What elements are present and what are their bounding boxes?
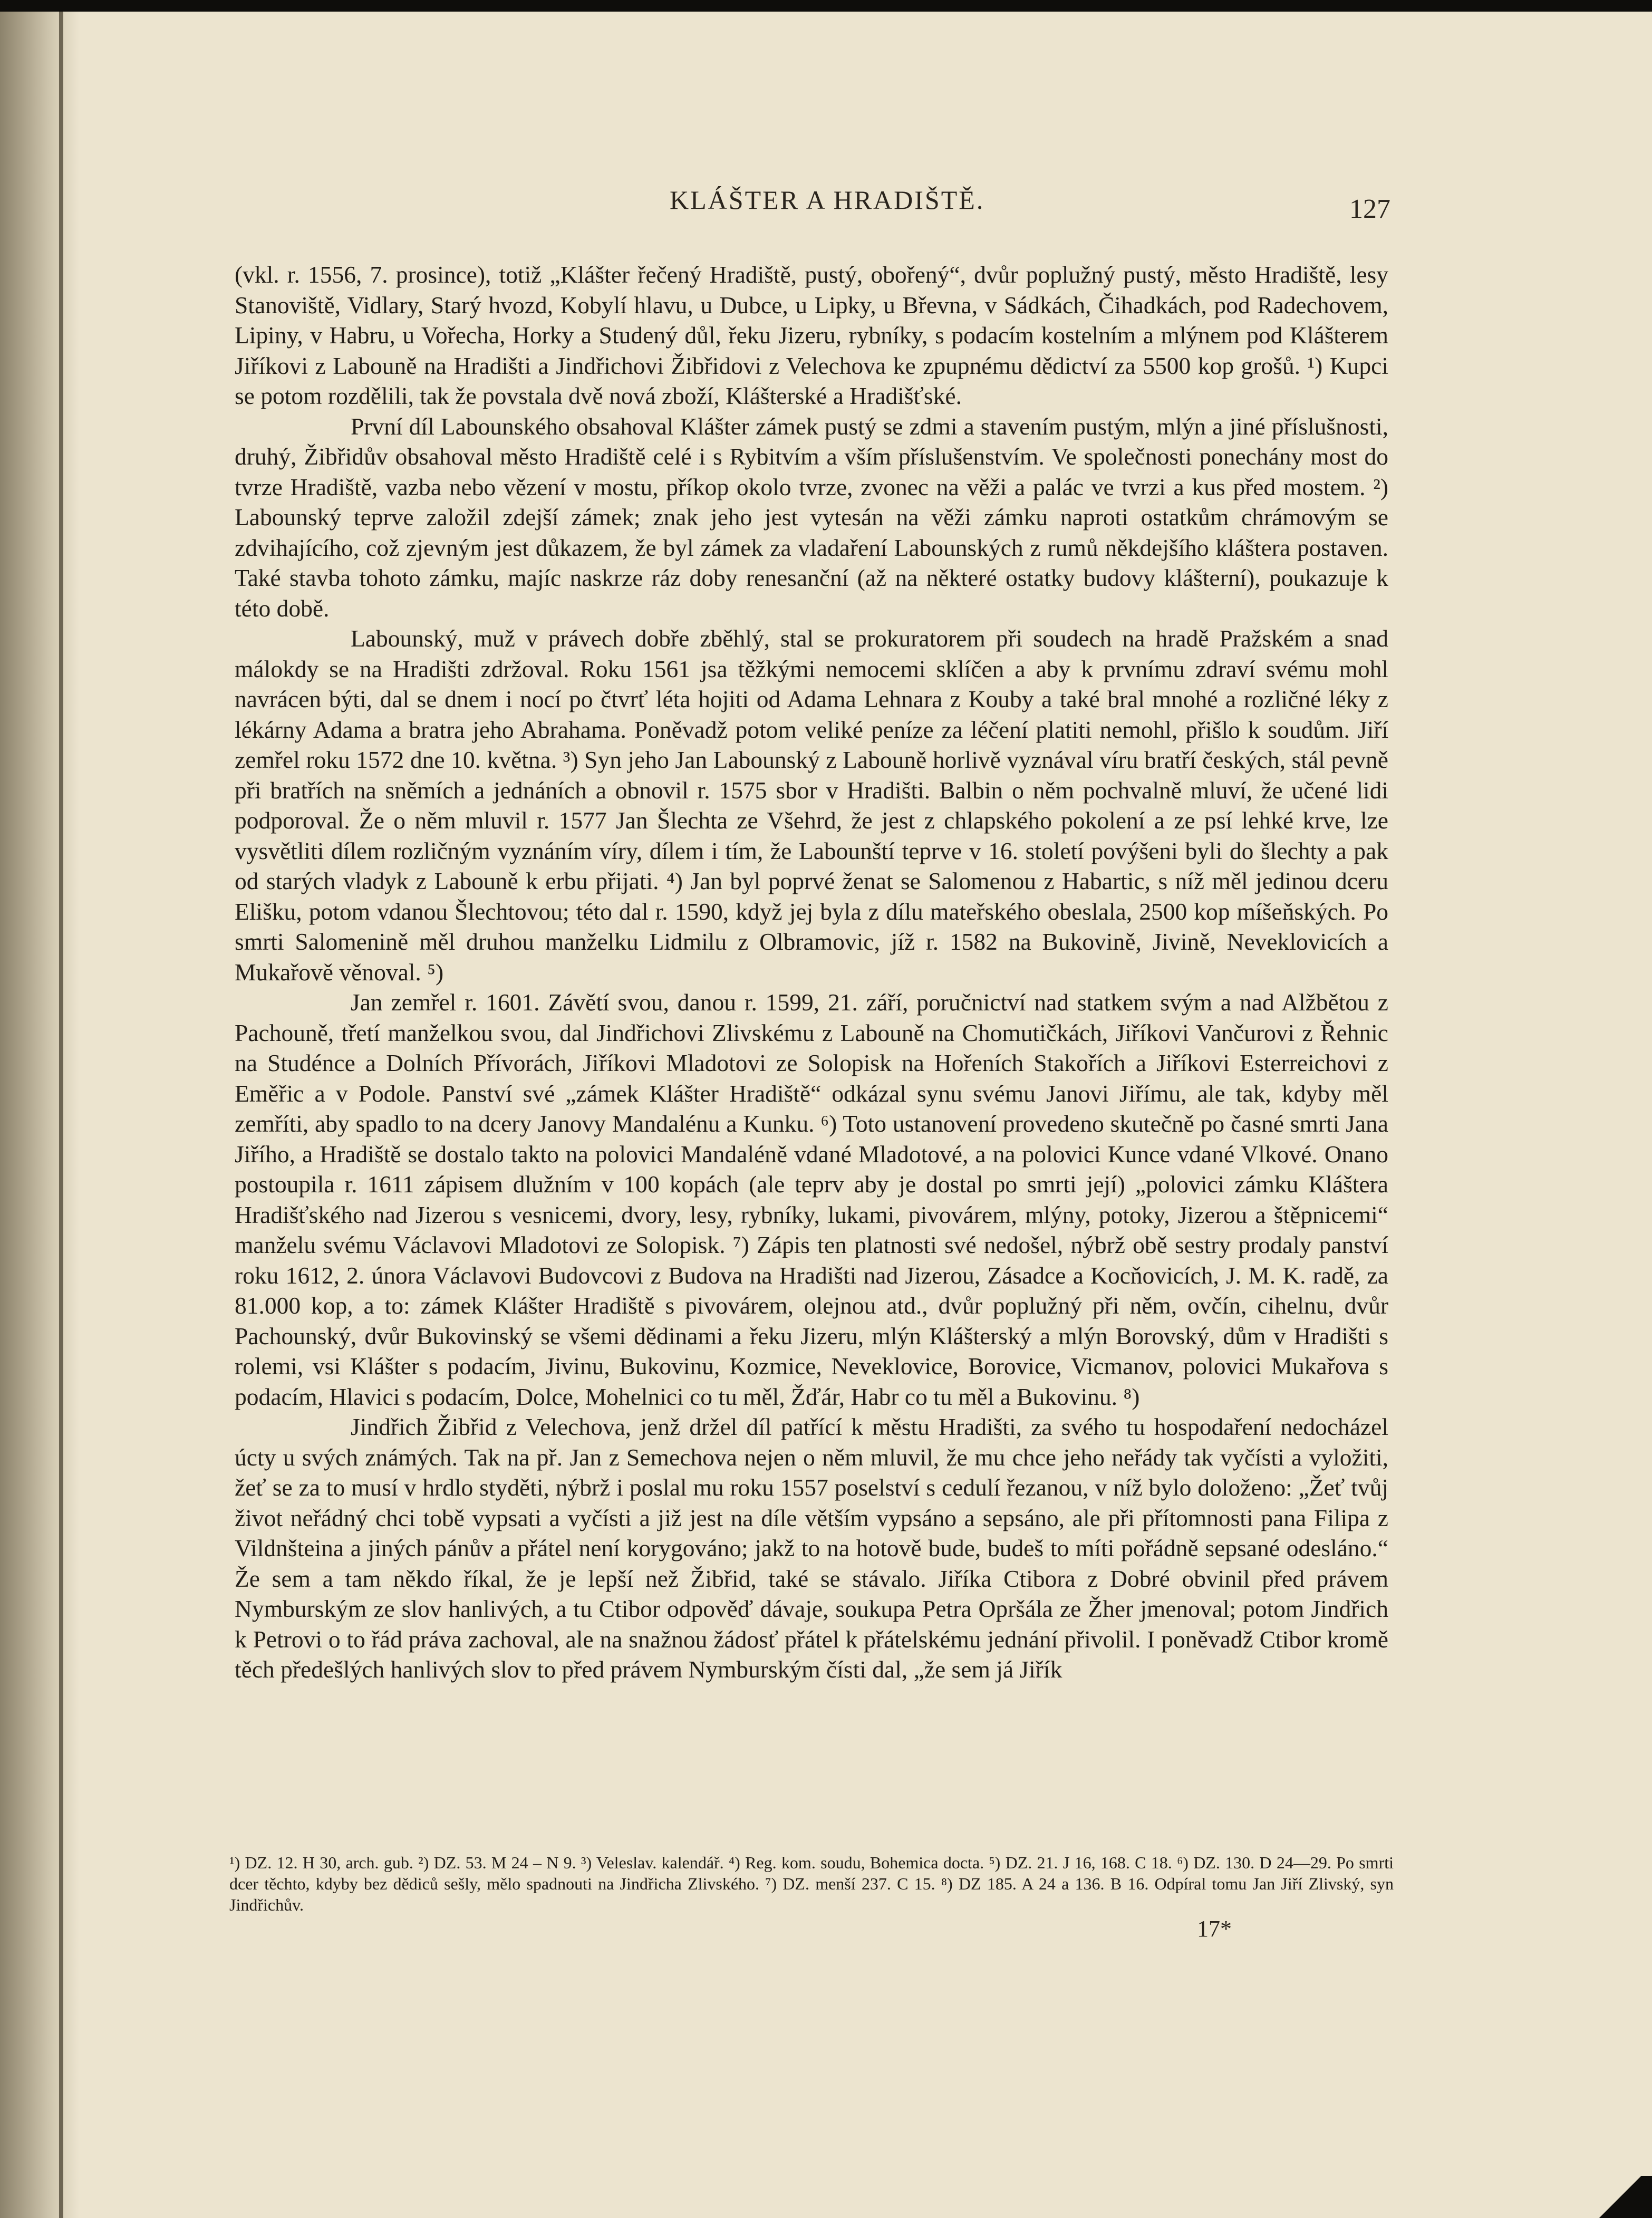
spine-shadow [0, 12, 79, 2218]
footnote-text: ¹) DZ. 12. H 30, arch. gub. ²) DZ. 53. M 24 – N 9. ³) Veleslav. kalendář. ⁴) Reg. kom. soudu, Bohemica docta. ⁵) DZ. 21. J 16, 168. C 18. ⁶) DZ. 130. D 24—29. Po smrti dcer těchto, kdyby bez dědiců sešly, mělo spadnouti na Jindřicha Zlivského. ⁷) DZ. menší 237. C 15. ⁸) DZ 185. A 24 a 136. B 16. Odpíral tomu Jan Jiří Zlivský, syn Jindřichův. [229, 1853, 1394, 1914]
signature-mark: 17* [1197, 1916, 1232, 1942]
paragraph-4: Jan zemřel r. 1601. Závětí svou, danou r. 1599, 21. září, poručnictví nad statkem svým a nad Alžbětou z Pachouně, třetí manželkou svou, dal Jindřichovi Zlivskému z Labouně na Chomutičkách, Jiříkovi Vančurovi z Řehnic na Studénce a Dolních Přívorách, Jiříkovi Mladotovi ze Solopisk na Hořeních Stakořích a Jiříkovi Esterreichovi z Eměřic a v Podole. Panství své „zámek Klášter Hradiště“ odkázal synu svému Janovi Jiřímu, ale tak, kdyby měl zemříti, aby spadlo to na dcery Janovy Mandalénu a Kunku. ⁶) Toto ustanovení provedeno skutečně po časné smrti Jana Jiřího, a Hradiště se dostalo takto na polovici Mandaléně vdané Mladotové, a na polovici Kunce vdané Vlkové. Onano postoupila r. 1611 zápisem dlužním v 100 kopách (ale teprv aby je dostal po smrti její) „polovici zámku Kláštera Hradišťského nad Jizerou s vesnicemi, dvory, lesy, rybníky, lukami, pivovárem, mlýny, potoky, Jizerou a štěpnicemi“ manželu svému Václavovi Mladotovi ze Solopisk. ⁷) Zápis ten platnosti své nedošel, nýbrž obě sestry prodaly panství roku 1612, 2. února Václavovi Budovcovi z Budova na Hradišti nad Jizerou, Zásadce a Kocňovicích, J. M. K. radě, za 81.000 kop, a to: zámek Klášter Hradiště s pivovárem, olejnou atd., dvůr poplužný při něm, ovčín, cihelnu, dvůr Pachounský, dvůr Bukovinský se všemi dědinami a řeku Jizeru, mlýn Klášterský a mlýn Borovský, dům v Hradišti s rolemi, vsi Klášter s podacím, Jivinu, Bukovinu, Kozmice, Neveklovice, Borovice, Vicmanov, polovici Mukařova s podacím, Hlavici s podacím, Dolce, Mohelnici co tu měl, Žďár, Habr co tu měl a Bukovinu. ⁸) [235, 989, 1388, 1410]
paragraph-5: Jindřich Žibřid z Velechova, jenž držel díl patřící k městu Hradišti, za svého tu hospodaření nedocházel úcty u svých známých. Tak na př. Jan z Semechova nejen o něm mluvil, že mu chce jeho neřády tak vyčísti a vyložiti, žeť se za to musí v hrdlo styděti, nýbrž i poslal mu roku 1557 poselství s cedulí řezanou, v níž bylo doloženo: „Žeť tvůj život neřádný chci tobě vypsati a vyčísti a již jest na díle větším vypsáno a sepsáno, ale při přítomnosti pana Filipa z Vildnšteina a jiných pánův a přátel není korygováno; jakž to na hotově bude, budeš to míti pořádně sepsané odesláno.“ Že sem a tam někdo říkal, že je lepší než Žibřid, také se stávalo. Jiříka Ctibora z Dobré obvinil před právem Nymburským ze slov hanlivých, a tu Ctibor odpověď dávaje, soukupa Petra Opršála ze Žher jmenoval; potom Jindřich k Petrovi o to řád práva zachoval, ale na snažnou žádosť přátel k přátelskému jednání přivolil. I poněvadž Ctibor kromě těch předešlých hanlivých slov to před právem Nymburským čísti dal, „že sem já Jiřík [235, 1413, 1388, 1683]
paragraph-2: První díl Labounského obsahoval Klášter zámek pustý se zdmi a stavením pustým, mlýn a jiné příslušnosti, druhý, Žibřidův obsahoval město Hradiště celé i s Rybitvím a vším příslušenstvím. Ve společnosti ponechány most do tvrze Hradiště, vazba nebo vězení v mostu, příkop okolo tvrze, zvonec na věži a palác ve tvrzi a kus před mostem. ²) Labounský teprve založil zdejší zámek; znak jeho jest vytesán na věži zámku naproti ostatkům chrámovým se zdvihajícího, což zjevným jest důkazem, že byl zámek za vladaření Labounských z rumů někdejšího kláštera postaven. Také stavba tohoto zámku, majíc naskrze ráz doby renesanční (až na některé ostatky budovy klášterní), poukazuje k této době. [235, 412, 1388, 622]
footnotes [229, 1852, 1394, 1915]
paragraph-3: Labounský, muž v právech dobře zběhlý, stal se prokuratorem při soudech na hradě Pražském a snad málokdy se na Hradišti zdržoval. Roku 1561 jsa těžkými nemocemi sklíčen a aby k prvnímu zdraví svému mohl navrácen býti, dal se dnem i nocí po čtvrť léta hojiti od Adama Lehnara z Kouby a také bral mnohé a rozličné léky z lékárny Adama a bratra jeho Abrahama. Poněvadž potom veliké peníze za léčení platiti nemohl, přišlo k soudům. Jiří zemřel roku 1572 dne 10. května. ³) Syn jeho Jan Labounský z Labouně horlivě vyznával víru bratří českých, stál pevně při bratřích na sněmích a jednáních a obnovil r. 1575 sbor v Hradišti. Balbin o něm pochvalně mluví, že učené lidi podporoval. Že o něm mluvil r. 1577 Jan Šlechta ze Všehrd, že jest z chlapského pokolení a ze psí lehké krve, lze vysvětliti dílem rozličným vyznáním víry, dílem i tím, že Labounští teprve v 16. století povýšeni byli do šlechty a pak od starých vladyk z Labouně k erbu přijati. ⁴) Jan byl poprvé ženat se Salomenou z Habartic, s níž měl jedinou dceru Elišku, potom vdanou Šlechtovou; této dal r. 1590, když jej byla z dílu mateřského obeslala, 2500 kop míšeňských. Po smrti Salomenině měl druhou manželku Lidmilu z Olbramovic, jíž r. 1582 na Bukovině, Jivině, Neveklovicích a Mukařově věnoval. ⁵) [235, 625, 1388, 986]
spine-edge [59, 12, 63, 2218]
page-number: 127 [1349, 194, 1390, 224]
running-head: KLÁŠTER A HRADIŠTĚ. [670, 185, 985, 215]
body-text [235, 259, 1388, 1685]
book-page [0, 12, 1652, 2218]
paragraph-1: (vkl. r. 1556, 7. prosince), totiž „Klášter řečený Hradiště, pustý, obořený“, dvůr poplužný pustý, město Hradiště, lesy Stanoviště, Vidlary, Starý hvozd, Kobylí hlavu, u Dubce, u Lipky, u Břevna, v Sádkách, Čihadkách, pod Radechovem, Lipiny, v Habru, u Vořecha, Horky a Studený důl, řeku Jizeru, rybníky, s podacím kostelním a mlýnem pod Klášterem Jiříkovi z Labouně na Hradišti a Jindřichovi Žibřidovi z Velechova ke zpupnému dědictví za 5500 kop grošů. ¹) Kupci se potom rozdělili, tak že povstala dvě nová zboží, Klášterské a Hradišťské. [235, 261, 1388, 409]
corner-shadow [1589, 2176, 1652, 2218]
